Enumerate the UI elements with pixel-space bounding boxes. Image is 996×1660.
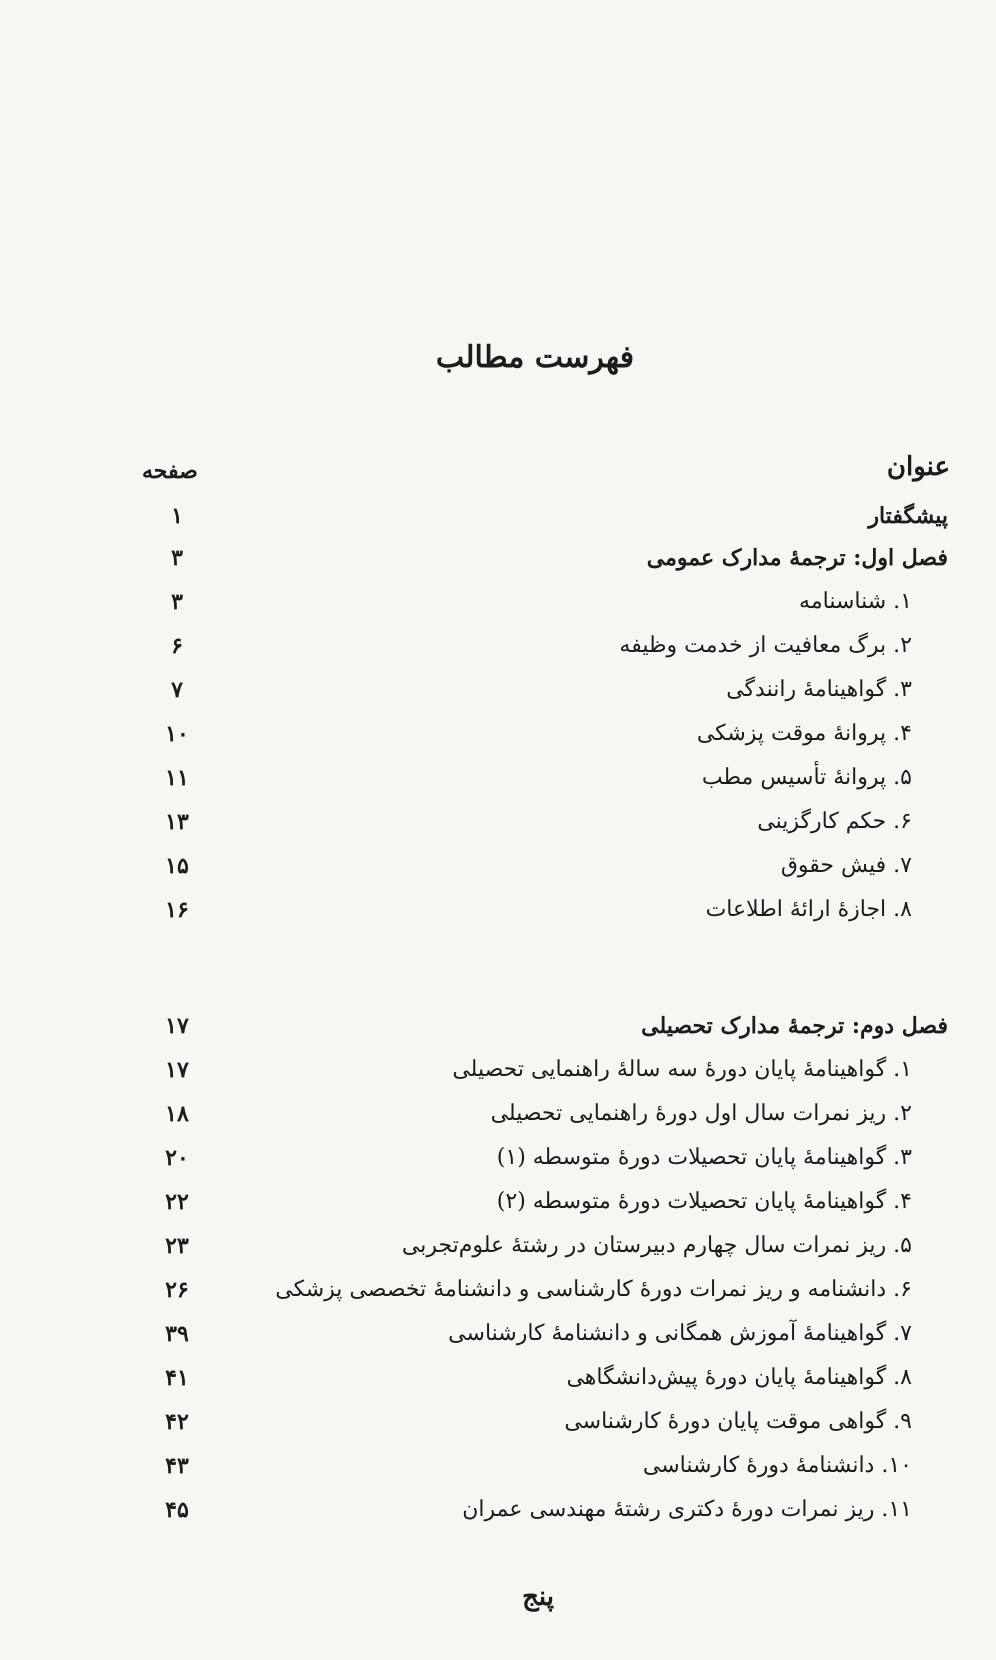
toc-entry[interactable] [0, 1446, 996, 1486]
toc-entry-label: ۱۰. دانشنامهٔ دورهٔ کارشناسی [642, 1453, 912, 1478]
toc-entry-label: ۶. حکم کارگزینی [757, 809, 912, 834]
toc-entry-page: ۱۷ [165, 1013, 189, 1039]
toc-entry-label: پیشگفتار [868, 503, 948, 529]
toc-entry-page: ۴۵ [165, 1497, 189, 1523]
toc-entry-page: ۱۰ [165, 721, 189, 747]
toc-entry-label: ۷. فیش حقوق [780, 853, 912, 878]
page-title: فهرست مطالب [435, 340, 635, 375]
toc-entry-page: ۳۹ [165, 1321, 189, 1347]
toc-entry-page: ۲۰ [165, 1145, 189, 1171]
toc-entry-label: ۱۱. ریز نمرات دورهٔ دکتری رشتهٔ مهندسی عمران [462, 1497, 912, 1522]
toc-entry-page: ۱ [171, 503, 183, 529]
toc-entry[interactable] [0, 890, 996, 930]
toc-entry-page: ۱۳ [165, 809, 189, 835]
toc-entry-page: ۴۲ [165, 1409, 189, 1435]
toc-entry-page: ۱۱ [165, 765, 189, 791]
toc-entry-page: ۱۵ [165, 853, 189, 879]
page-number-footer: پنج [522, 1582, 554, 1612]
toc-entry[interactable] [0, 582, 996, 622]
column-header-title: عنوان [886, 452, 950, 482]
toc-entry-label: ۵. پروانهٔ تأسیس مطب [701, 765, 912, 790]
toc-entry-label: ۲. ریز نمرات سال اول دورهٔ راهنمایی تحصیلی [490, 1101, 912, 1126]
toc-entry[interactable] [0, 1490, 996, 1530]
toc-entry-label: ۴. گواهینامهٔ پایان تحصیلات دورهٔ متوسطه (۲) [496, 1189, 912, 1214]
toc-entry[interactable] [0, 1182, 996, 1222]
toc-entry-page: ۴۳ [165, 1453, 189, 1479]
toc-entry-label: فصل اول: ترجمهٔ مدارک عمومی [646, 545, 948, 571]
toc-entry-page: ۳ [171, 589, 183, 615]
toc-entry-preface[interactable] [0, 496, 996, 536]
toc-entry[interactable] [0, 1358, 996, 1398]
toc-entry[interactable] [0, 626, 996, 666]
toc-entry[interactable] [0, 1314, 996, 1354]
toc-entry-label: ۴. پروانهٔ موقت پزشکی [696, 721, 912, 746]
toc-entry-label: ۳. گواهینامهٔ پایان تحصیلات دورهٔ متوسطه (۱) [496, 1145, 912, 1170]
toc-entry-page: ۲۲ [165, 1189, 189, 1215]
column-header-page: صفحه [142, 458, 198, 484]
toc-entry[interactable] [0, 802, 996, 842]
toc-entry-label: ۱. گواهینامهٔ پایان دورهٔ سه سالهٔ راهنمایی تحصیلی [452, 1057, 912, 1082]
toc-entry-label: ۸. اجازهٔ ارائهٔ اطلاعات [705, 897, 912, 922]
toc-entry-page: ۱۷ [165, 1057, 189, 1083]
toc-entry-page: ۱۸ [165, 1101, 189, 1127]
toc-entry[interactable] [0, 670, 996, 710]
toc-entry-page: ۷ [171, 677, 183, 703]
toc-entry-label: ۷. گواهینامهٔ آموزش همگانی و دانشنامهٔ کارشناسی [448, 1321, 912, 1346]
toc-chapter-1[interactable] [0, 538, 996, 578]
toc-entry-label: ۸. گواهینامهٔ پایان دورهٔ پیش‌دانشگاهی [566, 1365, 912, 1390]
toc-entry-page: ۲۶ [165, 1277, 189, 1303]
toc-entry-label: ۶. دانشنامه و ریز نمرات دورهٔ کارشناسی و دانشنامهٔ تخصصی پزشکی [275, 1277, 912, 1302]
toc-entry-label: فصل دوم: ترجمهٔ مدارک تحصیلی [641, 1013, 948, 1039]
toc-entry-page: ۶ [171, 633, 183, 659]
toc-entry-page: ۳ [171, 545, 183, 571]
toc-entry[interactable] [0, 846, 996, 886]
toc-entry[interactable] [0, 1050, 996, 1090]
toc-entry-page: ۲۳ [165, 1233, 189, 1259]
toc-entry[interactable] [0, 1138, 996, 1178]
toc-entry[interactable] [0, 1270, 996, 1310]
toc-entry[interactable] [0, 758, 996, 798]
toc-entry-label: ۲. برگ معافیت از خدمت وظیفه [619, 633, 912, 658]
toc-entry-label: ۳. گواهینامهٔ رانندگی [726, 677, 912, 702]
toc-entry[interactable] [0, 1094, 996, 1134]
toc-entry-page: ۱۶ [165, 897, 189, 923]
toc-entry-label: ۵. ریز نمرات سال چهارم دبیرستان در رشتهٔ علوم‌تجربی [401, 1233, 912, 1258]
toc-entry-label: ۱. شناسنامه [799, 589, 912, 614]
toc-entry[interactable] [0, 714, 996, 754]
toc-chapter-2[interactable] [0, 1006, 996, 1046]
toc-entry[interactable] [0, 1402, 996, 1442]
toc-entry[interactable] [0, 1226, 996, 1266]
toc-entry-page: ۴۱ [165, 1365, 189, 1391]
toc-entry-label: ۹. گواهی موقت پایان دورهٔ کارشناسی [564, 1409, 912, 1434]
